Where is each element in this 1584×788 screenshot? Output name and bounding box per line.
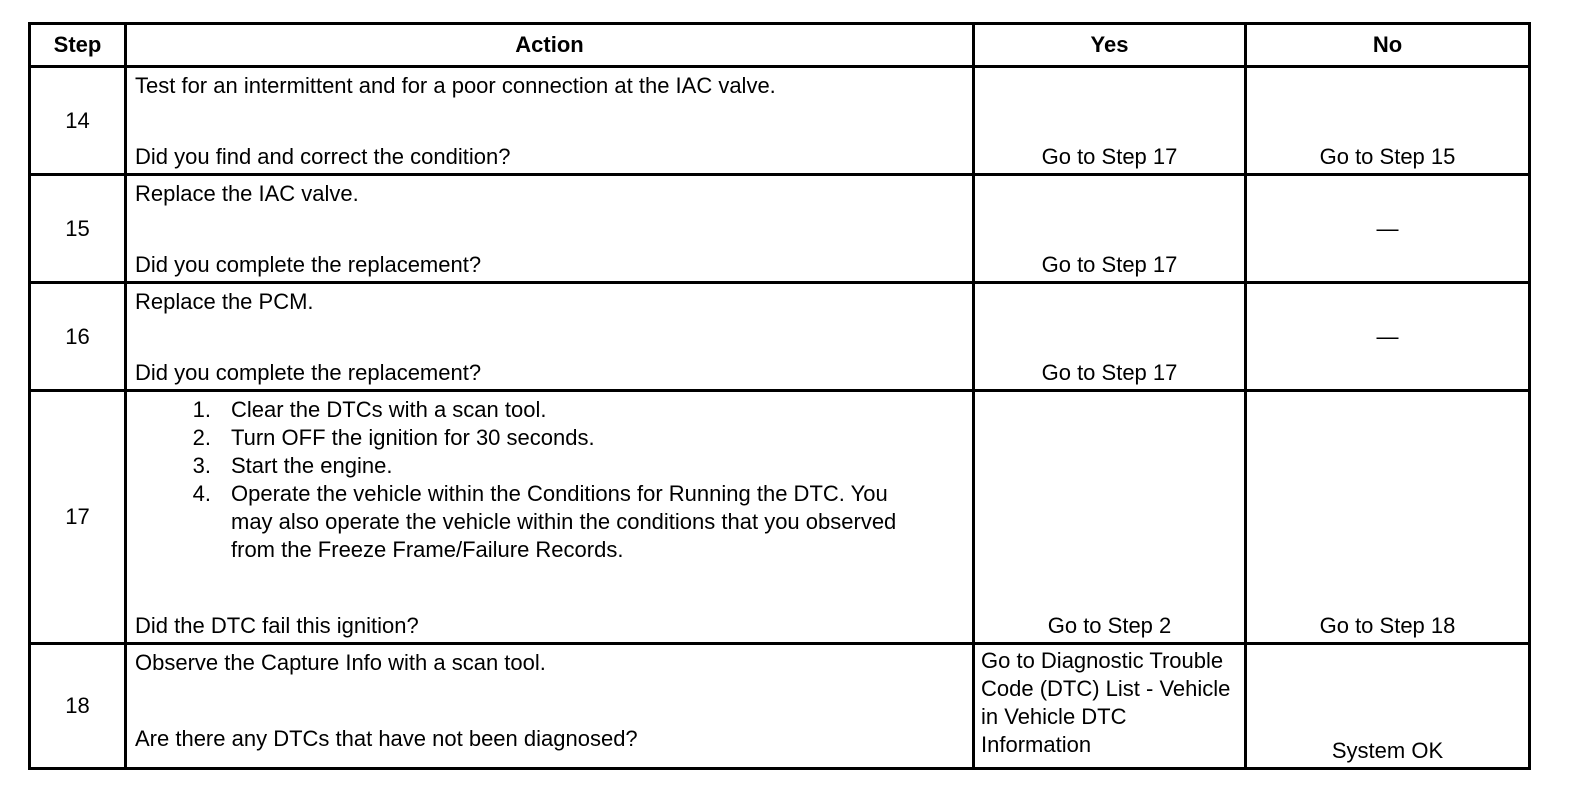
- yes-cell: Go to Step 17: [974, 283, 1246, 391]
- no-cell: Go to Step 15: [1246, 67, 1530, 175]
- item-number: 2.: [192, 425, 211, 451]
- yes-cell: Go to Step 17: [974, 175, 1246, 283]
- no-cell: System OK: [1246, 643, 1530, 768]
- table-row: [30, 391, 1530, 644]
- diagnostic-table: [28, 22, 1531, 770]
- question-text: Did you complete the replacement?: [135, 252, 482, 278]
- header-row: [30, 24, 1530, 67]
- action-text: Replace the PCM.: [135, 289, 314, 315]
- no-cell: Go to Step 18: [1246, 391, 1530, 644]
- action-cell: [126, 67, 974, 175]
- action-cell: [126, 643, 974, 768]
- header-no: No: [1246, 24, 1530, 67]
- action-text: Observe the Capture Info with a scan tool.: [135, 649, 546, 675]
- yes-cell: Go to Step 2: [974, 391, 1246, 644]
- item-text: Start the engine.: [231, 453, 393, 479]
- action-cell: [126, 391, 974, 644]
- action-text: Replace the IAC valve.: [135, 181, 359, 207]
- header-yes: Yes: [974, 24, 1246, 67]
- table-row: [30, 643, 1530, 768]
- header-action: Action: [126, 24, 974, 67]
- question-text: Did you find and correct the condition?: [135, 144, 511, 170]
- question-text: Are there any DTCs that have not been diagnosed?: [135, 726, 638, 751]
- question-text: Did the DTC fail this ignition?: [135, 612, 419, 638]
- header-step: Step: [30, 24, 126, 67]
- item-number: 4.: [192, 481, 211, 507]
- step-number: 16: [30, 283, 126, 391]
- yes-cell: Go to Step 17: [974, 67, 1246, 175]
- list-item: [187, 452, 964, 480]
- question-text: Did you complete the replacement?: [135, 360, 482, 386]
- action-cell: [126, 283, 974, 391]
- table-row: [30, 175, 1530, 283]
- step-number: 17: [30, 391, 126, 644]
- procedure-list: [135, 396, 964, 564]
- item-text: Turn OFF the ignition for 30 seconds.: [231, 425, 595, 451]
- list-item: [187, 424, 964, 452]
- yes-cell: Go to Diagnostic Trouble Code (DTC) List - Vehicle in Vehicle DTC Information: [974, 643, 1246, 768]
- action-text: Test for an intermittent and for a poor connection at the IAC valve.: [135, 73, 776, 98]
- step-number: 14: [30, 67, 126, 175]
- item-text: Operate the vehicle within the Conditions for Running the DTC. You may also operate the vehicle within the conditions that you observed from the Freeze Frame/Failure Records.: [231, 481, 897, 563]
- item-number: 3.: [192, 453, 211, 479]
- step-number: 18: [30, 643, 126, 768]
- item-text: Clear the DTCs with a scan tool.: [231, 397, 547, 423]
- table-row: [30, 67, 1530, 175]
- item-number: 1.: [192, 397, 211, 423]
- table-row: [30, 283, 1530, 391]
- list-item: [187, 396, 964, 424]
- step-number: 15: [30, 175, 126, 283]
- no-cell: —: [1246, 175, 1530, 283]
- action-cell: [126, 175, 974, 283]
- no-cell: —: [1246, 283, 1530, 391]
- list-item: [187, 480, 964, 564]
